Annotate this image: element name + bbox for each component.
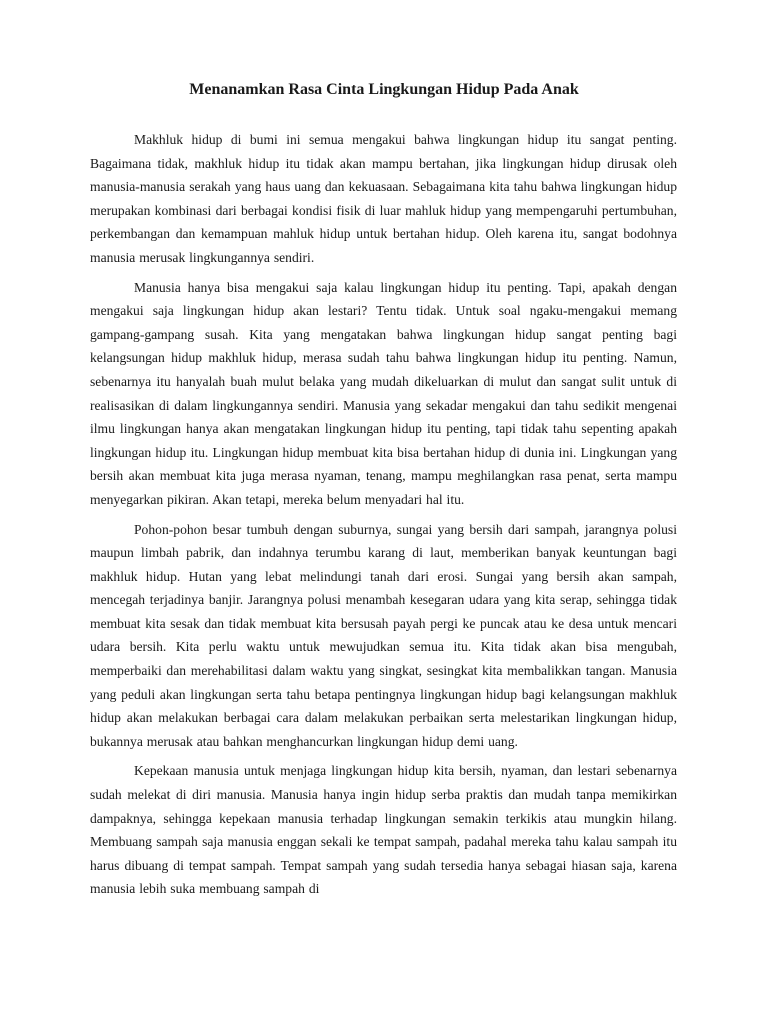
document-title: Menanamkan Rasa Cinta Lingkungan Hidup Pada Anak xyxy=(189,81,579,98)
document-body xyxy=(90,128,677,907)
paragraph-4: Kepekaan manusia untuk menjaga lingkungan hidup kita bersih, nyaman, dan lestari sebenarnya sudah melekat di diri manusia. Manusia hanya ingin hidup serba praktis dan mudah tanpa memikirkan dampaknya, sehingga kepekaan manusia terhadap lingkungan semakin terkikis atau mungkin hilang. Membuang sampah saja manusia enggan sekali ke tempat sampah, padahal mereka tahu kalau sampah itu harus dibuang di tempat sampah. Tempat sampah yang sudah tersedia hanya sebagai hiasan saja, karena manusia lebih suka membuang sampah di xyxy=(90,763,677,897)
paragraph-3: Pohon-pohon besar tumbuh dengan suburnya, sungai yang bersih dari sampah, jarangnya polusi maupun limbah pabrik, dan indahnya terumbu karang di laut, memberikan banyak keuntungan bagi makhluk hidup. Hutan yang lebat melindungi tanah dari erosi. Sungai yang bersih akan sampah, mencegah terjadinya banjir. Jarangnya polusi menambah kesegaran udara yang kita serap, sehingga tidak membuat kita sesak dan tidak membuat kita bersusah payah pergi ke puncak atau ke desa untuk mencari udara bersih. Kita perlu waktu untuk mewujudkan semua itu. Kita tidak akan bisa mengubah, memperbaiki dan merehabilitasi dalam waktu yang singkat, sesingkat kita membalikkan tangan. Manusia yang peduli akan lingkungan serta tahu betapa pentingnya lingkungan hidup bagi kelangsungan makhluk hidup akan melakukan berbagai cara dalam melakukan perbaikan serta melestarikan lingkungan hidup, bukannya merusak atau bahkan menghancurkan lingkungan hidup demi uang. xyxy=(90,521,677,749)
paragraph-2: Manusia hanya bisa mengakui saja kalau lingkungan hidup itu penting. Tapi, apakah dengan mengakui saja lingkungan hidup akan lestari? Tentu tidak. Untuk soal ngaku-mengakui memang gampang-gampang susah. Kita yang mengatakan bahwa lingkungan hidup sangat penting bagi kelangsungan hidup makhluk hidup, merasa sudah tahu bahwa lingkungan hidup itu penting. Namun, sebenarnya itu hanyalah buah mulut belaka yang mudah dikeluarkan di mulut dan sangat sulit untuk di realisasikan di dalam lingkungannya sendiri. Manusia yang sekadar mengakui dan tahu sedikit mengenai ilmu lingkungan hanya akan mengatakan lingkungan hidup itu penting, tapi tidak tahu sepenting apakah lingkungan hidup itu. Lingkungan hidup membuat kita bisa bertahan hidup di dunia ini. Lingkungan yang bersih akan membuat kita juga merasa nyaman, tenang, mampu meghilangkan rasa penat, serta mampu menyegarkan pikiran. Akan tetapi, mereka belum menyadari hal itu. xyxy=(90,279,677,507)
paragraph-1: Makhluk hidup di bumi ini semua mengakui bahwa lingkungan hidup itu sangat penting. Bagaimana tidak, makhluk hidup itu tidak akan mampu bertahan, jika lingkungan hidup dirusak oleh manusia-manusia serakah yang haus uang dan kekuasaan. Sebagaimana kita tahu bahwa lingkungan hidup merupakan kombinasi dari berbagai kondisi fisik di luar mahluk hidup yang mempengaruhi pertumbuhan, perkembangan dan kemampuan mahluk hidup untuk bertahan hidup. Oleh karena itu, sangat bodohnya manusia merusak lingkungannya sendiri. xyxy=(90,132,677,265)
